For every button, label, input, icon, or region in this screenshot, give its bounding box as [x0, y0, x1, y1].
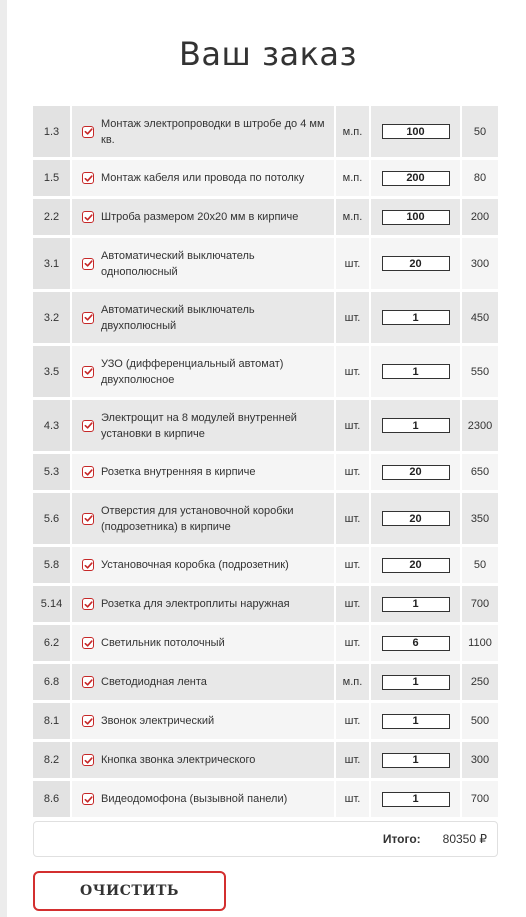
checkmark-icon[interactable]: [82, 637, 94, 649]
row-name-cell: [70, 547, 334, 583]
quantity-input[interactable]: [382, 310, 450, 325]
table-row: [33, 400, 498, 454]
row-price: 200: [460, 199, 498, 235]
row-unit: м.п.: [334, 199, 369, 235]
checkmark-icon[interactable]: [82, 466, 94, 478]
row-qty-cell: [369, 238, 460, 289]
row-name-cell: [70, 106, 334, 157]
row-unit: шт.: [334, 625, 369, 661]
table-row: [33, 703, 498, 742]
row-unit: м.п.: [334, 664, 369, 700]
checkmark-icon[interactable]: [82, 559, 94, 571]
row-name: Звонок электрический: [101, 715, 215, 727]
row-code: 3.1: [33, 238, 70, 289]
row-qty-cell: [369, 742, 460, 778]
row-name: Штроба размером 20х20 мм в кирпиче: [101, 211, 299, 223]
table-row: [33, 781, 498, 820]
checkmark-icon[interactable]: [82, 754, 94, 766]
row-qty-cell: [369, 664, 460, 700]
quantity-input[interactable]: [382, 418, 450, 433]
row-name-cell: [70, 160, 334, 196]
row-name-cell: [70, 346, 334, 397]
table-row: [33, 742, 498, 781]
row-price: 350: [460, 493, 498, 544]
row-name-cell: [70, 703, 334, 739]
row-qty-cell: [369, 160, 460, 196]
row-name-cell: [70, 292, 334, 343]
table-row: [33, 199, 498, 238]
row-name: Установочная коробка (подрозетник): [101, 559, 289, 571]
row-code: 5.8: [33, 547, 70, 583]
row-code: 6.8: [33, 664, 70, 700]
row-unit: м.п.: [334, 160, 369, 196]
row-name-cell: [70, 586, 334, 622]
row-unit: шт.: [334, 703, 369, 739]
row-qty-cell: [369, 586, 460, 622]
checkmark-icon[interactable]: [82, 793, 94, 805]
row-code: 5.6: [33, 493, 70, 544]
clear-button[interactable]: ОЧИСТИТЬ: [33, 871, 226, 911]
quantity-input[interactable]: [382, 675, 450, 690]
row-qty-cell: [369, 781, 460, 817]
row-qty-cell: [369, 292, 460, 343]
quantity-input[interactable]: [382, 753, 450, 768]
row-qty-cell: [369, 547, 460, 583]
row-price: 300: [460, 742, 498, 778]
row-name-cell: [70, 781, 334, 817]
total-value: 80350 ₽: [442, 832, 487, 846]
checkmark-icon[interactable]: [82, 676, 94, 688]
row-price: 50: [460, 106, 498, 157]
row-qty-cell: [369, 493, 460, 544]
table-row: [33, 664, 498, 703]
checkmark-icon[interactable]: [82, 211, 94, 223]
row-name: Розетка для электроплиты наружная: [101, 598, 290, 610]
row-name: Светодиодная лента: [101, 676, 207, 688]
row-price: 80: [460, 160, 498, 196]
page-title: Ваш заказ: [178, 35, 358, 73]
row-name: Отверстия для установочной коробки (подрозетника) в кирпиче: [101, 504, 294, 533]
checkmark-icon[interactable]: [82, 366, 94, 378]
quantity-input[interactable]: [382, 597, 450, 612]
quantity-input[interactable]: [382, 256, 450, 271]
row-name: Монтаж электропроводки в штробе до 4 мм кв.: [101, 117, 325, 146]
row-qty-cell: [369, 106, 460, 157]
table-row: [33, 493, 498, 547]
row-name: Кнопка звонка электрического: [101, 754, 256, 766]
row-unit: шт.: [334, 781, 369, 817]
quantity-input[interactable]: [382, 636, 450, 651]
row-code: 3.5: [33, 346, 70, 397]
row-price: 450: [460, 292, 498, 343]
row-unit: шт.: [334, 454, 369, 490]
row-code: 8.1: [33, 703, 70, 739]
row-code: 5.14: [33, 586, 70, 622]
quantity-input[interactable]: [382, 558, 450, 573]
row-name: Электрощит на 8 модулей внутренней установки в кирпиче: [101, 411, 297, 440]
order-table: [33, 106, 498, 820]
row-code: 8.6: [33, 781, 70, 817]
total-label: Итого:: [382, 832, 421, 846]
row-qty-cell: [369, 703, 460, 739]
row-price: 300: [460, 238, 498, 289]
table-row: [33, 454, 498, 493]
row-name-cell: [70, 199, 334, 235]
quantity-input[interactable]: [382, 124, 450, 139]
row-name: Автоматический выключатель двухполюсный: [101, 303, 255, 332]
row-name: Светильник потолочный: [101, 637, 225, 649]
quantity-input[interactable]: [382, 792, 450, 807]
row-qty-cell: [369, 625, 460, 661]
quantity-input[interactable]: [382, 465, 450, 480]
total-box: [33, 821, 498, 857]
row-name: Видеодомофона (вызывной панели): [101, 793, 288, 805]
row-price: 700: [460, 781, 498, 817]
row-qty-cell: [369, 199, 460, 235]
row-qty-cell: [369, 400, 460, 451]
row-unit: м.п.: [334, 106, 369, 157]
row-name: Автоматический выключатель однополюсный: [101, 249, 255, 278]
row-name-cell: [70, 454, 334, 490]
row-name-cell: [70, 400, 334, 451]
table-row: [33, 238, 498, 292]
row-unit: шт.: [334, 742, 369, 778]
checkmark-icon[interactable]: [82, 598, 94, 610]
row-unit: шт.: [334, 586, 369, 622]
row-code: 1.5: [33, 160, 70, 196]
checkmark-icon[interactable]: [82, 258, 94, 270]
row-unit: шт.: [334, 493, 369, 544]
quantity-input[interactable]: [382, 210, 450, 225]
row-price: 250: [460, 664, 498, 700]
row-unit: шт.: [334, 238, 369, 289]
table-row: [33, 625, 498, 664]
row-name-cell: [70, 625, 334, 661]
row-code: 3.2: [33, 292, 70, 343]
row-name: Монтаж кабеля или провода по потолку: [101, 172, 305, 184]
row-price: 50: [460, 547, 498, 583]
row-price: 1100: [460, 625, 498, 661]
row-price: 700: [460, 586, 498, 622]
checkmark-icon[interactable]: [82, 126, 94, 138]
table-row: [33, 292, 498, 346]
row-unit: шт.: [334, 292, 369, 343]
checkmark-icon[interactable]: [82, 513, 94, 525]
row-price: 500: [460, 703, 498, 739]
checkmark-icon[interactable]: [82, 420, 94, 432]
table-row: [33, 346, 498, 400]
row-code: 6.2: [33, 625, 70, 661]
row-unit: шт.: [334, 346, 369, 397]
table-row: [33, 160, 498, 199]
table-row: [33, 547, 498, 586]
row-qty-cell: [369, 346, 460, 397]
row-code: 1.3: [33, 106, 70, 157]
row-name-cell: [70, 238, 334, 289]
quantity-input[interactable]: [382, 714, 450, 729]
row-qty-cell: [369, 454, 460, 490]
quantity-input[interactable]: [382, 511, 450, 526]
row-code: 5.3: [33, 454, 70, 490]
row-code: 2.2: [33, 199, 70, 235]
quantity-input[interactable]: [382, 171, 450, 186]
checkmark-icon[interactable]: [82, 172, 94, 184]
row-code: 4.3: [33, 400, 70, 451]
row-name-cell: [70, 664, 334, 700]
table-row: [33, 106, 498, 160]
row-price: 650: [460, 454, 498, 490]
checkmark-icon[interactable]: [82, 715, 94, 727]
row-name: УЗО (дифференциальный автомат) двухполюсное: [101, 357, 284, 386]
checkmark-icon[interactable]: [82, 312, 94, 324]
row-name: Розетка внутренняя в кирпиче: [101, 466, 256, 478]
row-price: 550: [460, 346, 498, 397]
table-row: [33, 586, 498, 625]
row-unit: шт.: [334, 400, 369, 451]
left-edge-strip: [0, 0, 7, 917]
row-code: 8.2: [33, 742, 70, 778]
row-price: 2300: [460, 400, 498, 451]
row-name-cell: [70, 742, 334, 778]
quantity-input[interactable]: [382, 364, 450, 379]
row-unit: шт.: [334, 547, 369, 583]
row-name-cell: [70, 493, 334, 544]
